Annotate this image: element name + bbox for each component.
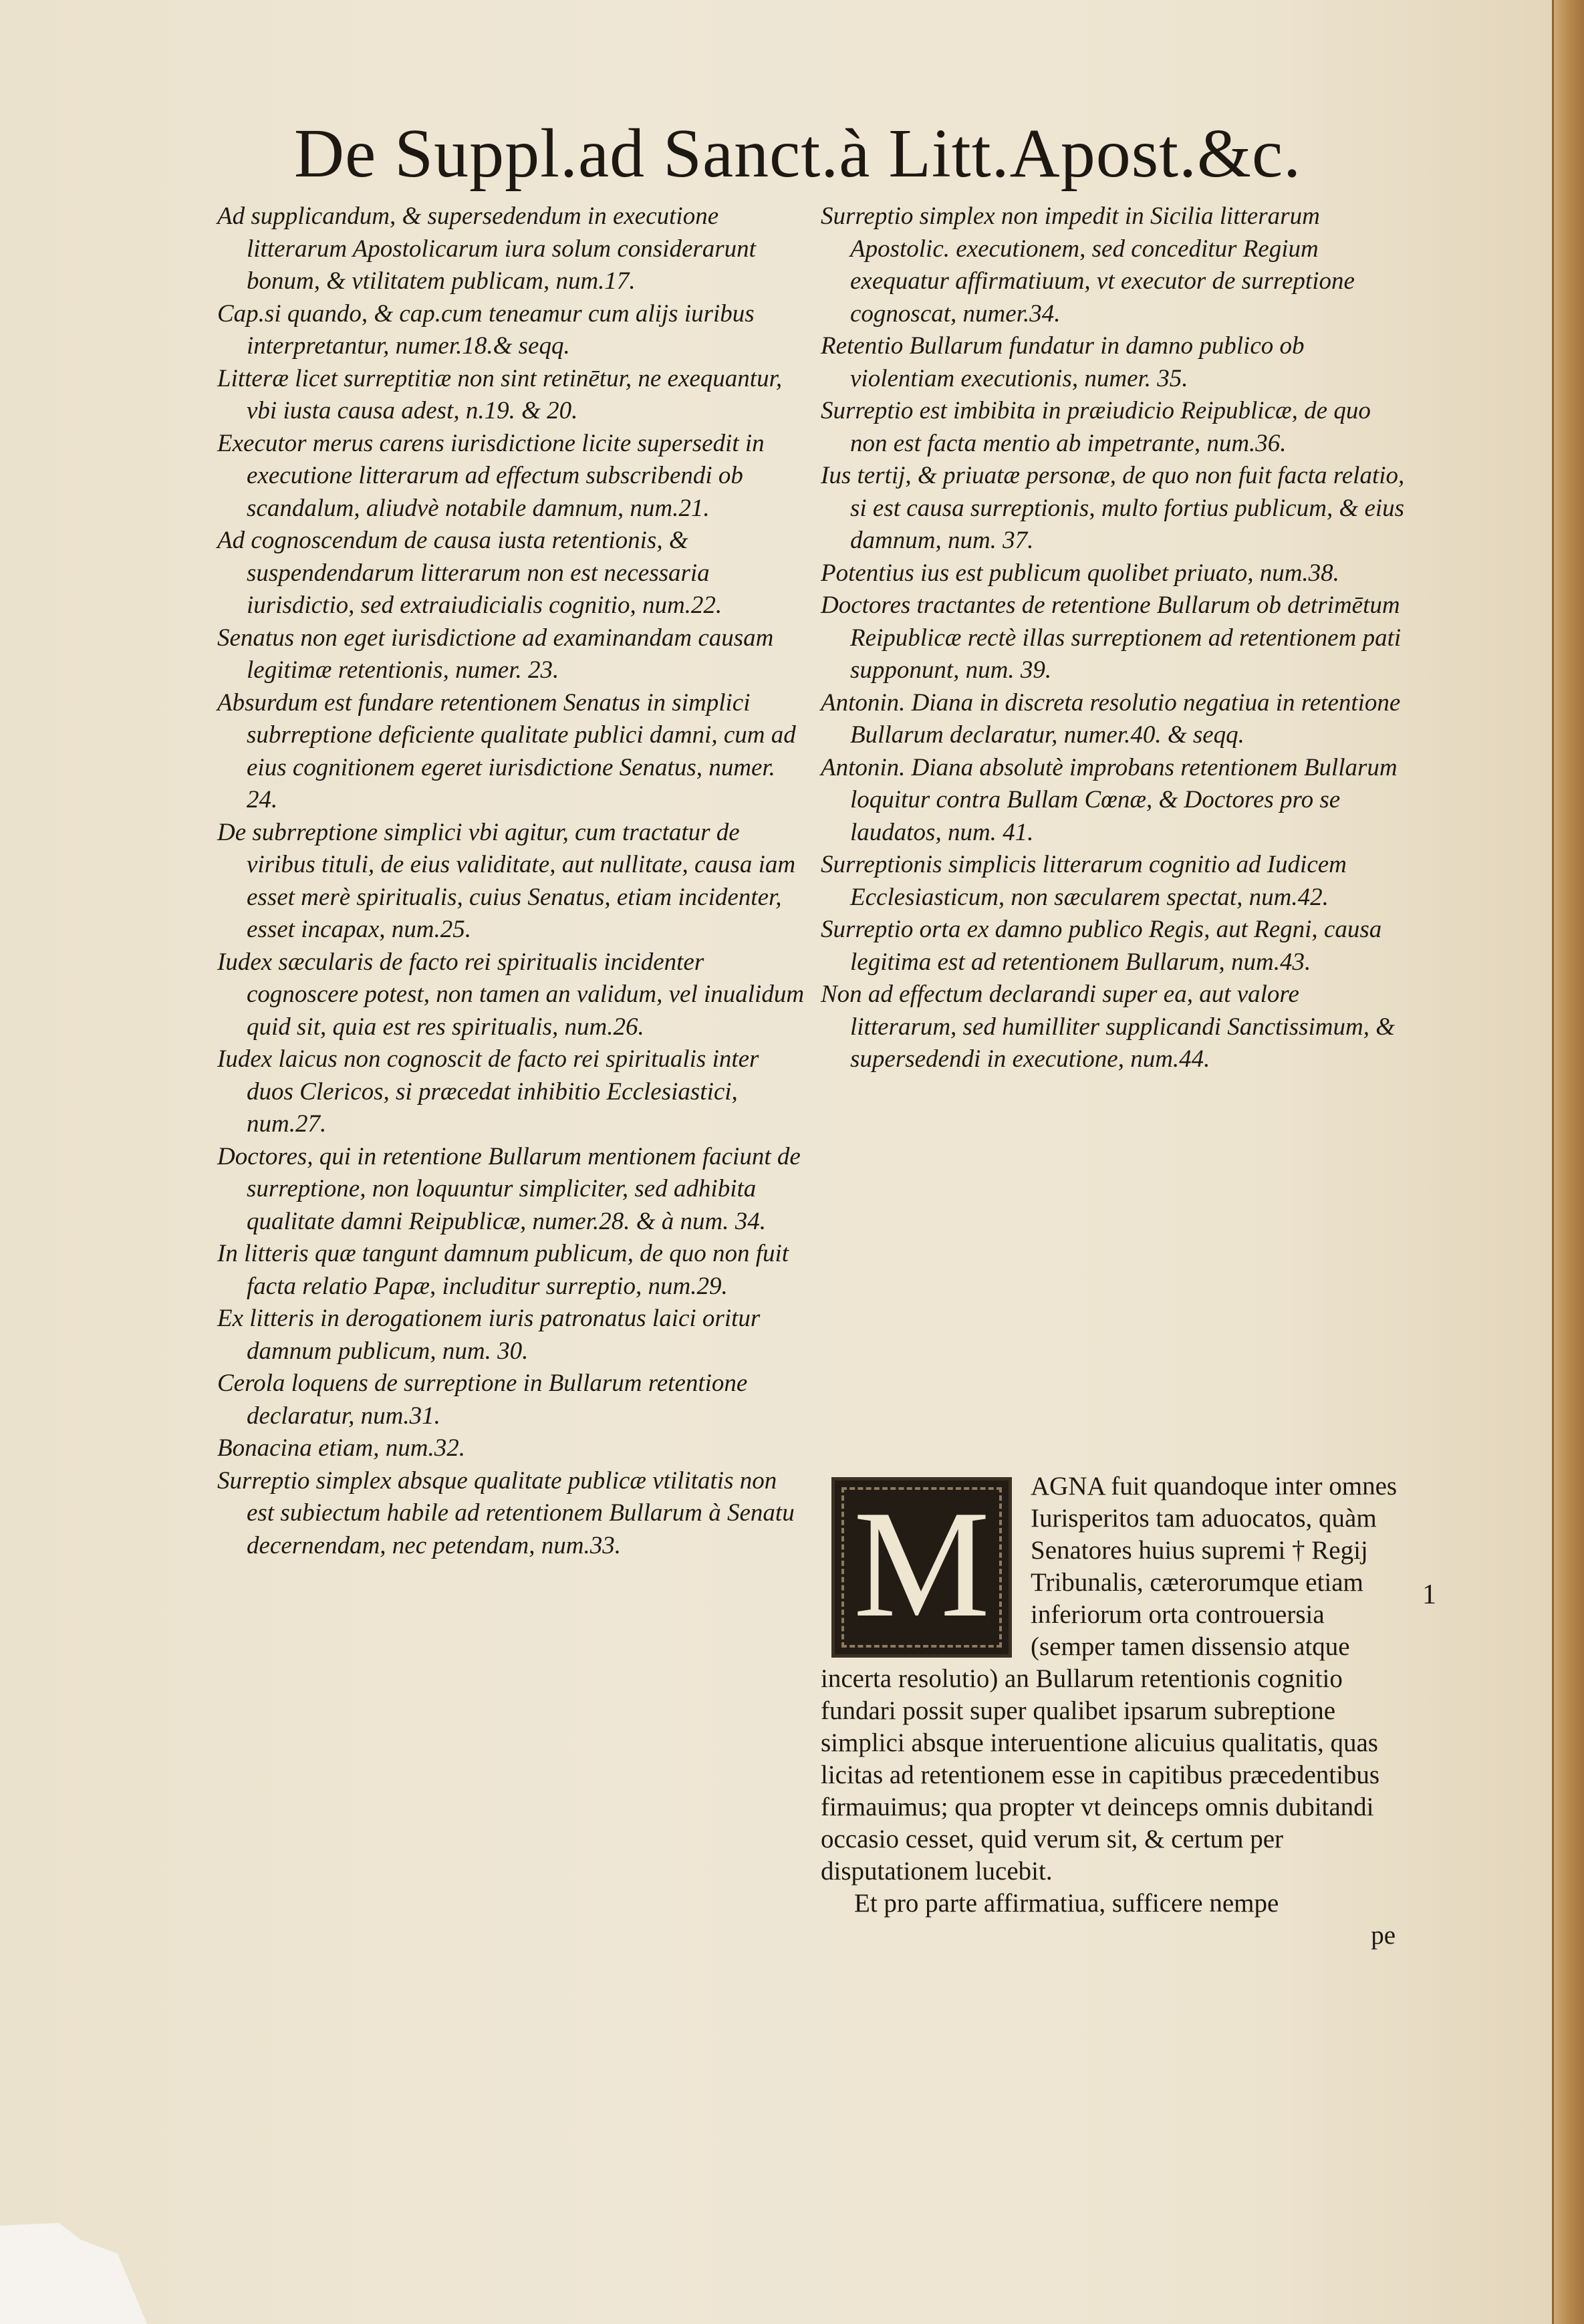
summary-entry: Senatus non eget iurisdictione ad examinandam causam legitimæ retentionis, numer. 23. [217, 624, 774, 684]
summary-entry: Cap.si quando, & cap.cum teneamur cum alijs iuribus interpretantur, numer.18.& seqq. [217, 299, 755, 360]
summary-entry: Absurdum est fundare retentionem Senatus in simplici subrreptione deficiente qualitate publici damni, cum ad eius cognitionem egeret iurisdictione Senatus, numer. 24. [217, 688, 796, 813]
summary-entry: In litteris quæ tangunt damnum publicum, de quo non fuit facta relatio Papæ, includitur surreptio, num.29. [217, 1240, 789, 1300]
summary-entry: Non ad effectum declarandi super ea, aut valore litterarum, sed humilliter supplicandi Sanctissimum, & supersedendi in executione, num.44. [821, 981, 1396, 1073]
summary-entry: De subrreptione simplici vbi agitur, cum tractatur de viribus tituli, de eius validitate, aut nullitate, causa iam esset merè spiritualis, cuius Senatus, etiam incidenter, esset incapax, num.25. [217, 818, 796, 943]
summary-entry: Doctores, qui in retentione Bullarum mentionem faciunt de surreptione, non loquuntur simpliciter, sed adhibita qualitate damni Reipublicæ, numer.28. & à num. 34. [217, 1142, 801, 1235]
summary-entry: Executor merus carens iurisdictione licite supersedit in executione litterarum ad effectum subscribendi ob scandalum, aliudvè notabile damnum, num.21. [217, 429, 765, 522]
summary-entry: Cerola loquens de surreptione in Bullarum retentione declaratur, num.31. [217, 1370, 748, 1430]
summary-column-left [217, 201, 805, 1562]
page-edge [1552, 0, 1584, 2324]
summary-entry: Ad supplicandum, & supersedendum in executione litterarum Apostolicarum iura solum considerarunt bonum, & vtilitatem publicam, num.17. [217, 203, 756, 295]
summary-entry: Ius tertij, & priuatæ personæ, de quo non fuit facta relatio, si est causa surreptionis, multo fortius publicum, & eius damnum, num. 37. [821, 462, 1405, 554]
summary-entry: Iudex laicus non cognoscit de facto rei spiritualis inter duos Clericos, si præcedat inhibitio Ecclesiastici, num.27. [217, 1045, 759, 1138]
main-text [821, 1470, 1409, 1952]
summary-entry: Potentius ius est publicum quolibet priuato, num.38. [821, 559, 1339, 587]
summary-entry: Bonacina etiam, num.32. [217, 1434, 465, 1462]
summary-entry: Surreptionis simplicis litterarum cognitio ad Iudicem Ecclesiasticum, non sæcularem spectat, num.42. [821, 851, 1347, 911]
summary-entry: Surreptio simplex non impedit in Sicilia litterarum Apostolic. executionem, sed conceditur Regium exequatur affirmatiuum, vt executor de surreptione cognoscat, numer.34. [821, 203, 1355, 328]
summary-entry: Surreptio orta ex damno publico Regis, aut Regni, causa legitima est ad retentionem Bullarum, num.43. [821, 916, 1382, 976]
summary-entry: Surreptio est imbibita in præiudicio Reipublicæ, de quo non est facta mentio ab impetrante, num.36. [821, 397, 1371, 457]
summary-entry: Ex litteris in derogationem iuris patronatus laici oritur damnum publicum, num. 30. [217, 1305, 761, 1365]
second-paragraph: Et pro parte affirmatiua, sufficere nempe [854, 1889, 1279, 1918]
margin-number: 1 [1422, 1579, 1436, 1610]
summary-entry: Surreptio simplex absque qualitate publicæ vtilitatis non est subiectum habile ad retentionem Bullarum à Senatu decernendam, nec petendam, num.33. [217, 1466, 795, 1559]
summary-entry: Antonin. Diana absolutè improbans retentionem Bullarum loquitur contra Bullam Cœnæ, & Doctores pro se laudatos, num. 41. [821, 753, 1398, 846]
running-header: De Suppl.ad Sanct.à Litt.Apost.&c. [294, 115, 1302, 192]
summary-entry: Litteræ licet surreptitiæ non sint retinētur, ne exequantur, vbi iusta causa adest, n.19. & 20. [217, 364, 783, 424]
ornamental-initial [831, 1477, 1012, 1658]
summary-entry: Doctores tractantes de retentione Bullarum ob detrimētum Reipublicæ rectè illas surreptionem ad retentionem pati supponunt, num. 39. [821, 592, 1402, 684]
summary-entry: Retentio Bullarum fundatur in damno publico ob violentiam executionis, numer. 35. [821, 332, 1305, 392]
summary-entry: Iudex sæcularis de facto rei spiritualis incidenter cognoscere potest, non tamen an validum, vel inualidum quid sit, quia est res spiritualis, num.26. [217, 948, 805, 1041]
opening-paragraph: AGNA fuit quandoque inter omnes Iurisperitos tam aduocatos, quàm Senatores huius supremi † Regij Tribunalis, cæterorumque etiam inferiorum orta controuersia (semper tamen dissensio atque incerta resolutio) an Bullarum retentionis cognitio fundari possit super qualibet ipsarum subreptione simplici absque interuentione alicuius qualitatis, quas licitas ad retentionem esse in capitibus præcedentibus firmauimus; qua propter vt deinceps omnis dubitandi occasio cesset, quid verum sit, & certum per disputationem lucebit. [821, 1472, 1398, 1886]
summary-entry: Antonin. Diana in discreta resolutio negatiua in retentione Bullarum declaratur, numer.40. & seqq. [821, 688, 1401, 749]
initial-letter: M [853, 1478, 991, 1649]
catchword: pe [1371, 1921, 1396, 1950]
summary-entry: Ad cognoscendum de causa iusta retentionis, & suspendendarum litterarum non est necessaria iurisdictio, sed extraiudicialis cognitio, num.22. [217, 527, 722, 619]
summary-column-right [821, 201, 1409, 1076]
